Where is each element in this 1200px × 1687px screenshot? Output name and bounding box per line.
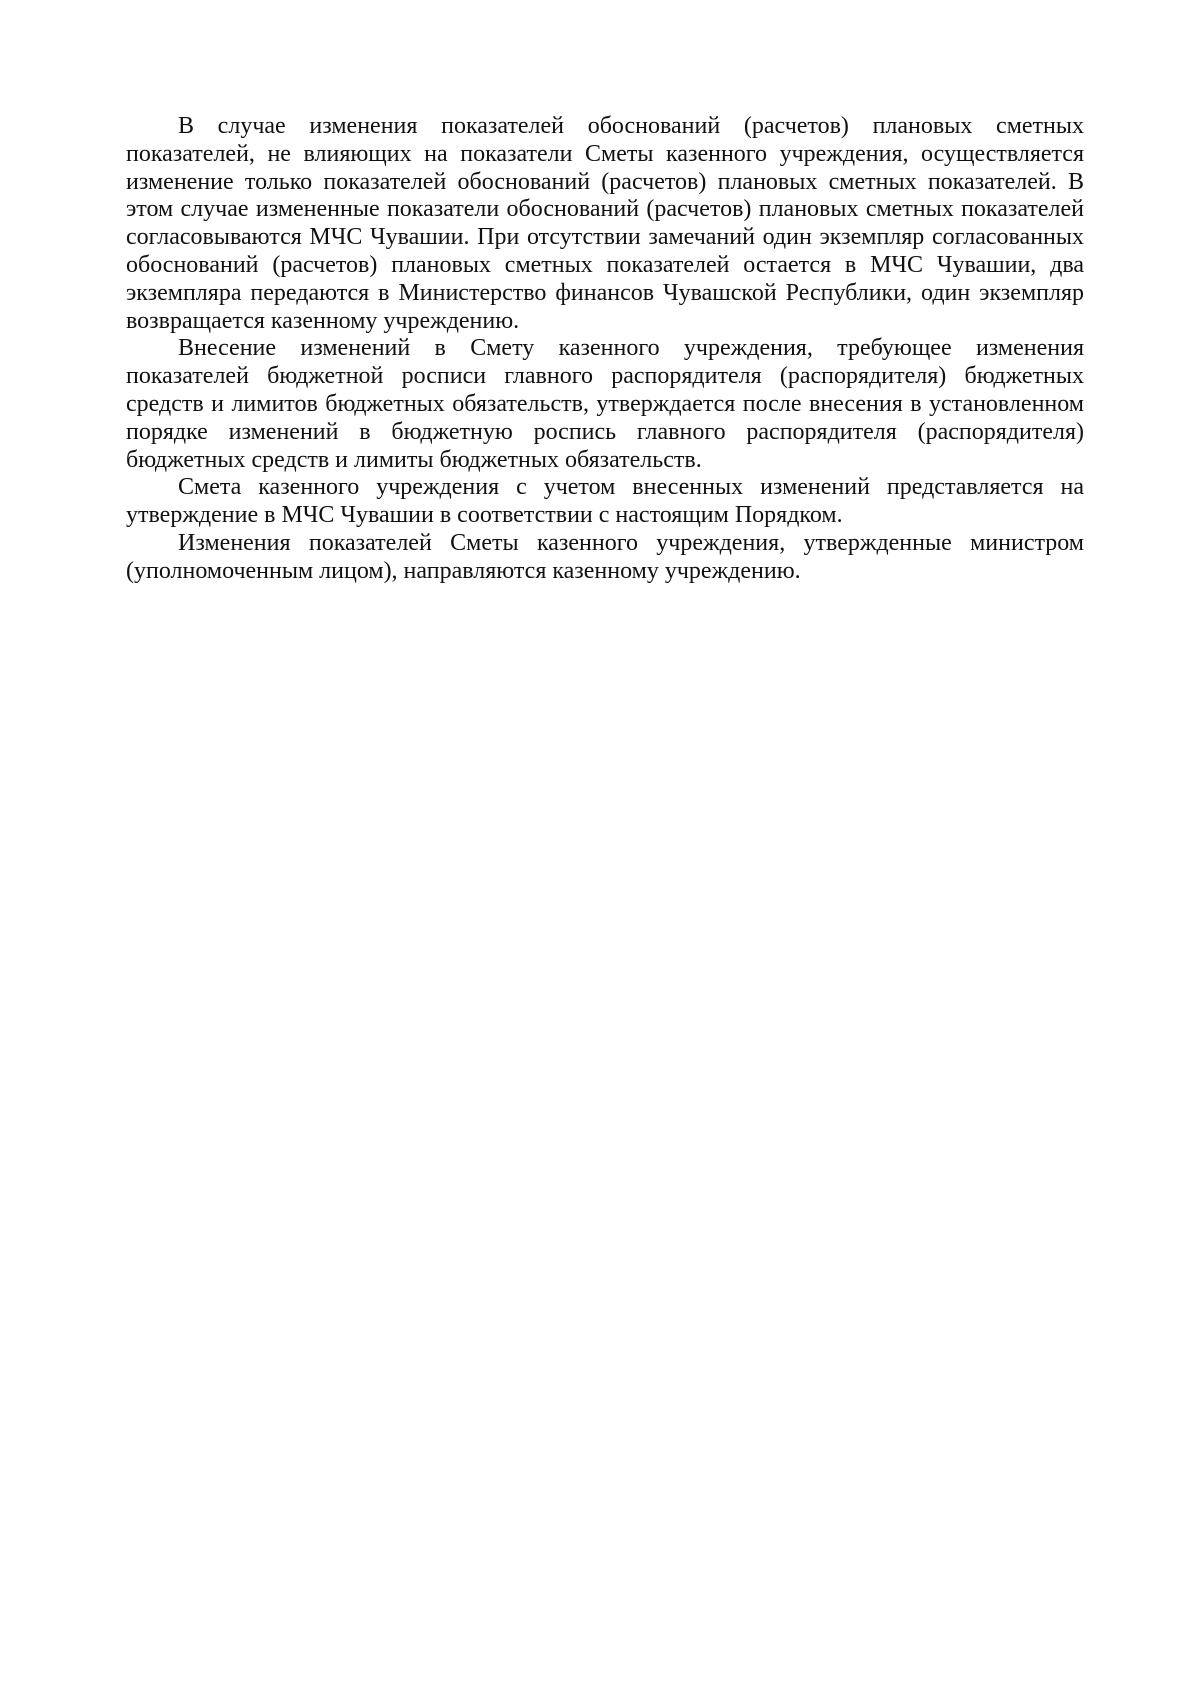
paragraph-changes-requiring-budget-update: Внесение изменений в Смету казенного учреждения, требующее изменения показателей бюджетной росписи главного распорядителя (распорядителя) бюджетных средств и лимитов бюджетных обязательств, утверждается после внесения в установленном порядке изменений в бюджетную роспись главного распорядителя (распорядителя) бюджетных средств и лимиты бюджетных обязательств. bbox=[126, 335, 1084, 473]
document-body bbox=[126, 113, 1084, 586]
paragraph-submission-for-approval: Смета казенного учреждения с учетом внесенных изменений представляется на утверждение в МЧС Чувашии в соответствии с настоящим Порядком. bbox=[126, 474, 1084, 529]
paragraph-approved-changes-sent: Изменения показателей Сметы казенного учреждения, утвержденные министром (уполномоченным лицом), направляются казенному учреждению. bbox=[126, 529, 1084, 584]
paragraph-changes-to-justifications: В случае изменения показателей обоснований (расчетов) плановых сметных показателей, не влияющих на показатели Сметы казенного учреждения, осуществляется изменение только показателей обоснований (расчетов) плановых сметных показателей. В этом случае измененные показатели обоснований (расчетов) плановых сметных показателей согласовываются МЧС Чувашии. При отсутствии замечаний один экземпляр согласованных обоснований (расчетов) плановых сметных показателей остается в МЧС Чувашии, два экземпляра передаются в Министерство финансов Чувашской Республики, один экземпляр возвращается казенному учреждению. bbox=[126, 113, 1084, 334]
